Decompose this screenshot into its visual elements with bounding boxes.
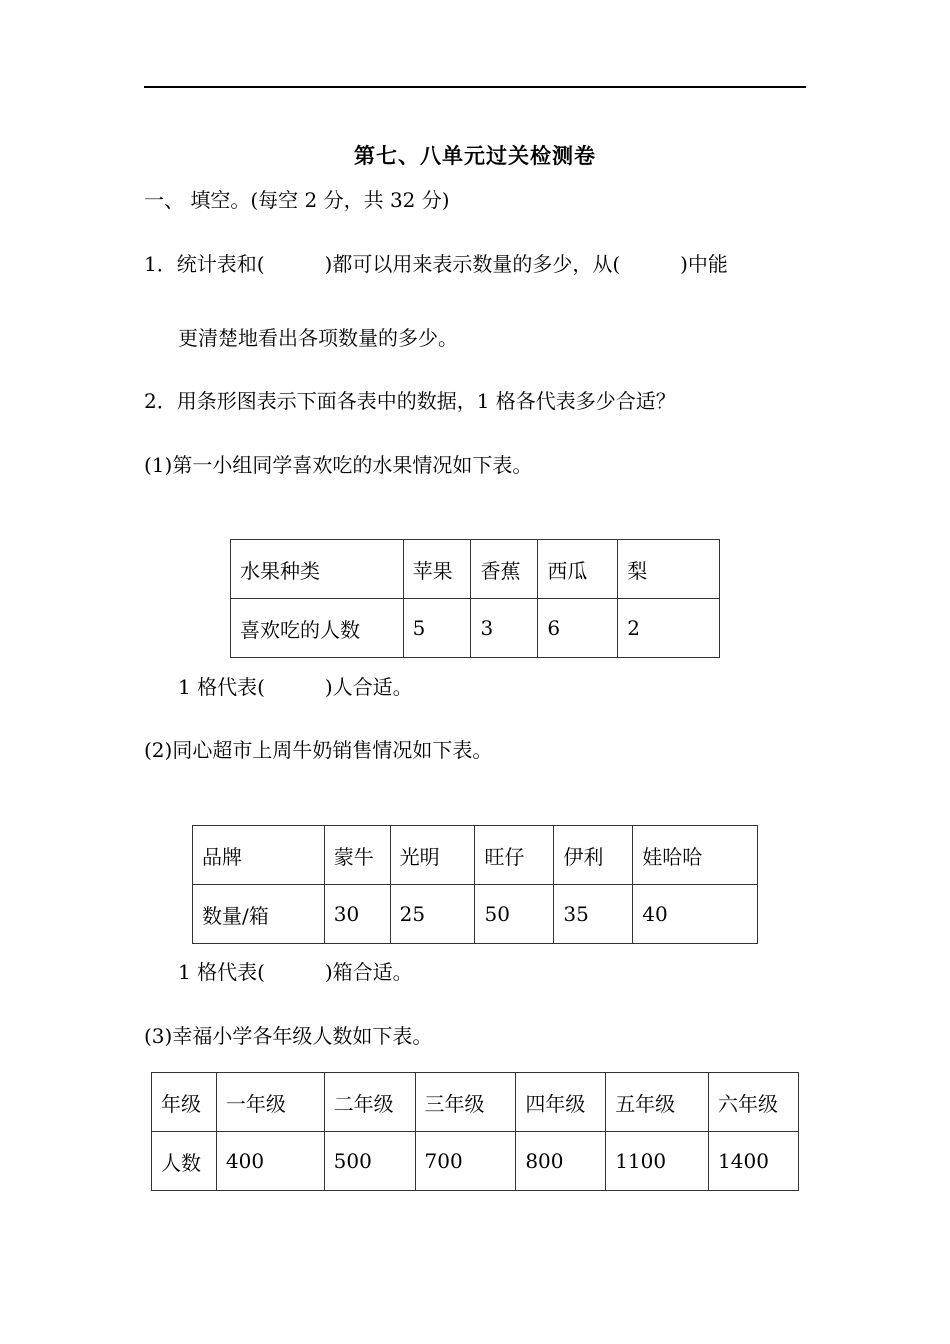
table-cell: 旺仔 [475,826,554,885]
question-1-line-2: 更清楚地看出各项数量的多少。 [178,326,458,350]
page-title: 第七、八单元过关检测卷 [354,143,596,168]
table-cell: 3 [471,599,538,658]
table-cell: 伊利 [554,826,633,885]
section-heading: 一、 填空。(每空 2 分，共 32 分) [144,188,450,212]
table-row [152,1132,799,1191]
grade-table [151,1072,799,1191]
question-1-line-1: 1．统计表和( )都可以用来表示数量的多少，从( )中能 [144,252,728,276]
part-2-heading: (2)同心超市上周牛奶销售情况如下表。 [144,738,493,762]
part-3-heading: (3)幸福小学各年级人数如下表。 [144,1024,433,1048]
table-row [231,599,720,658]
part-2-answer: 1 格代表( )箱合适。 [178,960,413,984]
table-cell: 2 [618,599,720,658]
table-cell: 30 [324,885,390,944]
part-1-answer: 1 格代表( )人合适。 [178,675,413,699]
table-cell: 50 [475,885,554,944]
part-1-heading: (1)第一小组同学喜欢吃的水果情况如下表。 [144,453,533,477]
table-cell: 800 [516,1132,606,1191]
table-cell: 500 [324,1132,415,1191]
table-cell: 梨 [618,540,720,599]
question-2: 2．用条形图表示下面各表中的数据，1 格各代表多少合适？ [144,389,676,413]
table-cell: 四年级 [516,1073,606,1132]
table-cell: 水果种类 [231,540,404,599]
table-cell: 40 [633,885,758,944]
fruit-table [230,539,720,658]
table-cell: 蒙牛 [324,826,390,885]
table-cell: 西瓜 [538,540,618,599]
table-cell: 五年级 [606,1073,709,1132]
table-cell: 香蕉 [471,540,538,599]
table-cell: 5 [403,599,471,658]
table-cell: 六年级 [709,1073,799,1132]
table-cell: 35 [554,885,633,944]
table-cell: 年级 [152,1073,217,1132]
table-header-row [231,540,720,599]
table-cell: 三年级 [415,1073,516,1132]
table-cell: 一年级 [216,1073,324,1132]
table-row [193,885,758,944]
table-cell: 6 [538,599,618,658]
table-cell: 数量/箱 [193,885,325,944]
table-cell: 人数 [152,1132,217,1191]
table-cell: 25 [390,885,475,944]
table-cell: 1400 [709,1132,799,1191]
table-header-row [193,826,758,885]
table-header-row [152,1073,799,1132]
table-cell: 700 [415,1132,516,1191]
table-cell: 二年级 [324,1073,415,1132]
table-cell: 400 [216,1132,324,1191]
table-cell: 苹果 [403,540,471,599]
milk-table [192,825,758,944]
table-cell: 光明 [390,826,475,885]
table-cell: 喜欢吃的人数 [231,599,404,658]
table-cell: 1100 [606,1132,709,1191]
table-cell: 品牌 [193,826,325,885]
table-cell: 娃哈哈 [633,826,758,885]
header-rule [144,86,806,88]
